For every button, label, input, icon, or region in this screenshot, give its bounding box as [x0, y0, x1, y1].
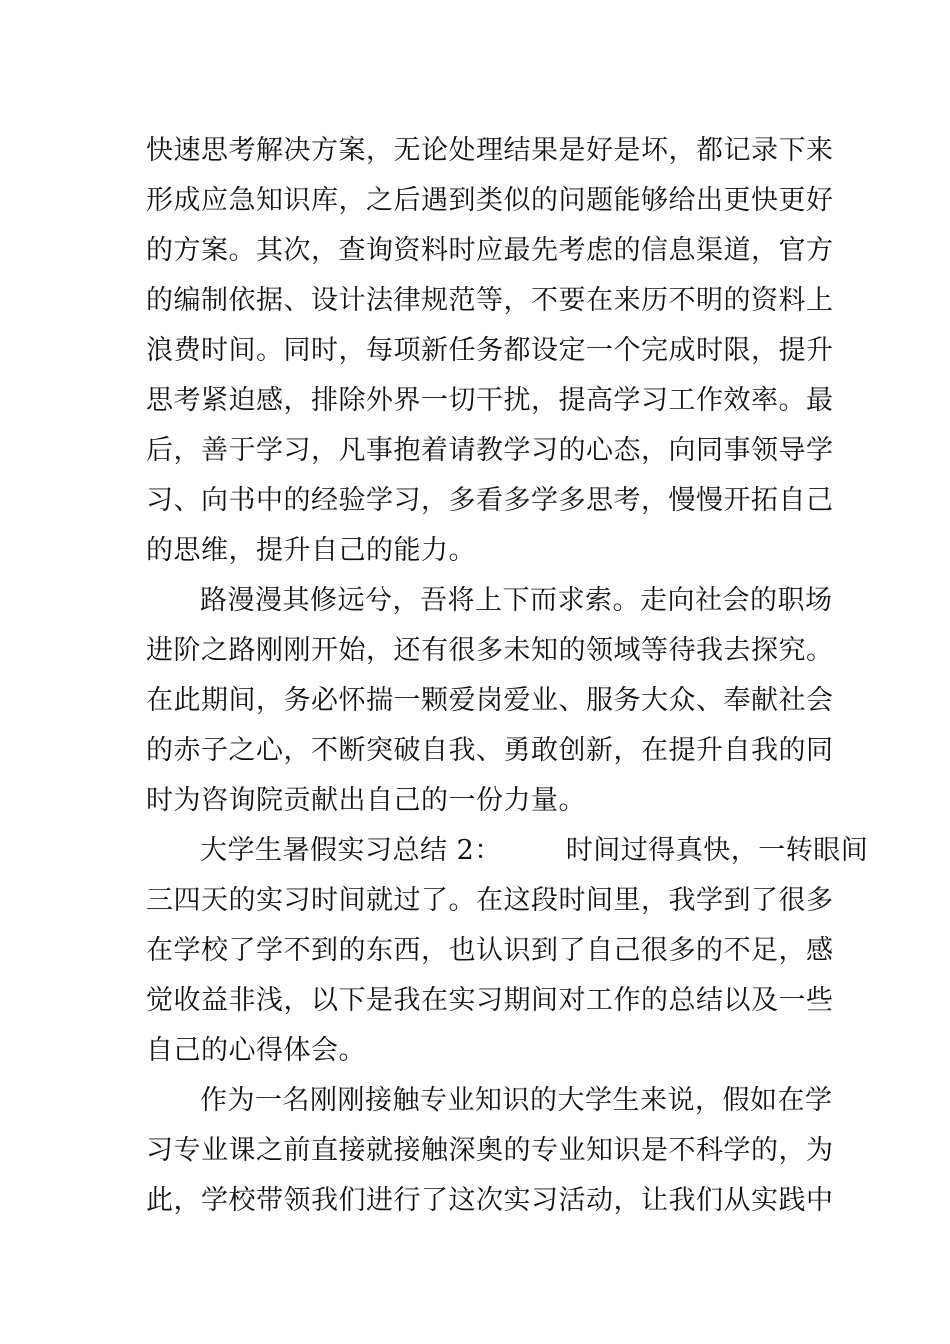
section-heading: 大学生暑假实习总结 2：	[200, 835, 502, 866]
text-line: 思考紧迫感，排除外界一切干扰，提高学习工作效率。最	[146, 385, 834, 416]
text-line: 的赤子之心，不断突破自我、勇敢创新，在提升自我的同	[146, 735, 834, 766]
text-line: 浪费时间。同时，每项新任务都设定一个完成时限，提升	[146, 335, 834, 366]
section-heading-line	[200, 831, 868, 871]
text-line: 进阶之路刚刚开始，还有很多未知的领域等待我去探究。	[146, 635, 834, 666]
text-line: 快速思考解决方案，无论处理结果是好是坏，都记录下来	[146, 135, 834, 166]
text-line: 形成应急知识库，之后遇到类似的问题能够给出更快更好	[146, 185, 834, 216]
text-line: 后，善于学习，凡事抱着请教学习的心态，向同事领导学	[146, 435, 834, 466]
text-line: 自己的心得体会。	[146, 1035, 366, 1066]
text-line: 此，学校带领我们进行了这次实习活动，让我们从实践中	[146, 1185, 834, 1216]
text-line: 三四天的实习时间就过了。在这段时间里，我学到了很多	[146, 885, 834, 916]
text-line: 时为咨询院贡献出自己的一份力量。	[146, 785, 586, 816]
paragraph-first-line: 路漫漫其修远兮，吾将上下而求索。走向社会的职场	[200, 585, 833, 616]
paragraph-first-line: 作为一名刚刚接触专业知识的大学生来说，假如在学	[200, 1085, 833, 1116]
text-line: 的思维，提升自己的能力。	[146, 535, 476, 566]
text-line: 的编制依据、设计法律规范等，不要在来历不明的资料上	[146, 285, 834, 316]
text-line: 习、向书中的经验学习，多看多学多思考，慢慢开拓自己	[146, 485, 834, 516]
text-line: 的方案。其次，查询资料时应最先考虑的信息渠道，官方	[146, 235, 834, 266]
text-line: 习专业课之前直接就接触深奥的专业知识是不科学的，为	[146, 1135, 834, 1166]
section-intro-text: 时间过得真快，一转眼间	[565, 835, 869, 866]
text-line: 觉收益非浅，以下是我在实习期间对工作的总结以及一些	[146, 985, 834, 1016]
text-line: 在此期间，务必怀揣一颗爱岗爱业、服务大众、奉献社会	[146, 685, 834, 716]
text-line: 在学校了学不到的东西，也认识到了自己很多的不足，感	[146, 935, 834, 966]
